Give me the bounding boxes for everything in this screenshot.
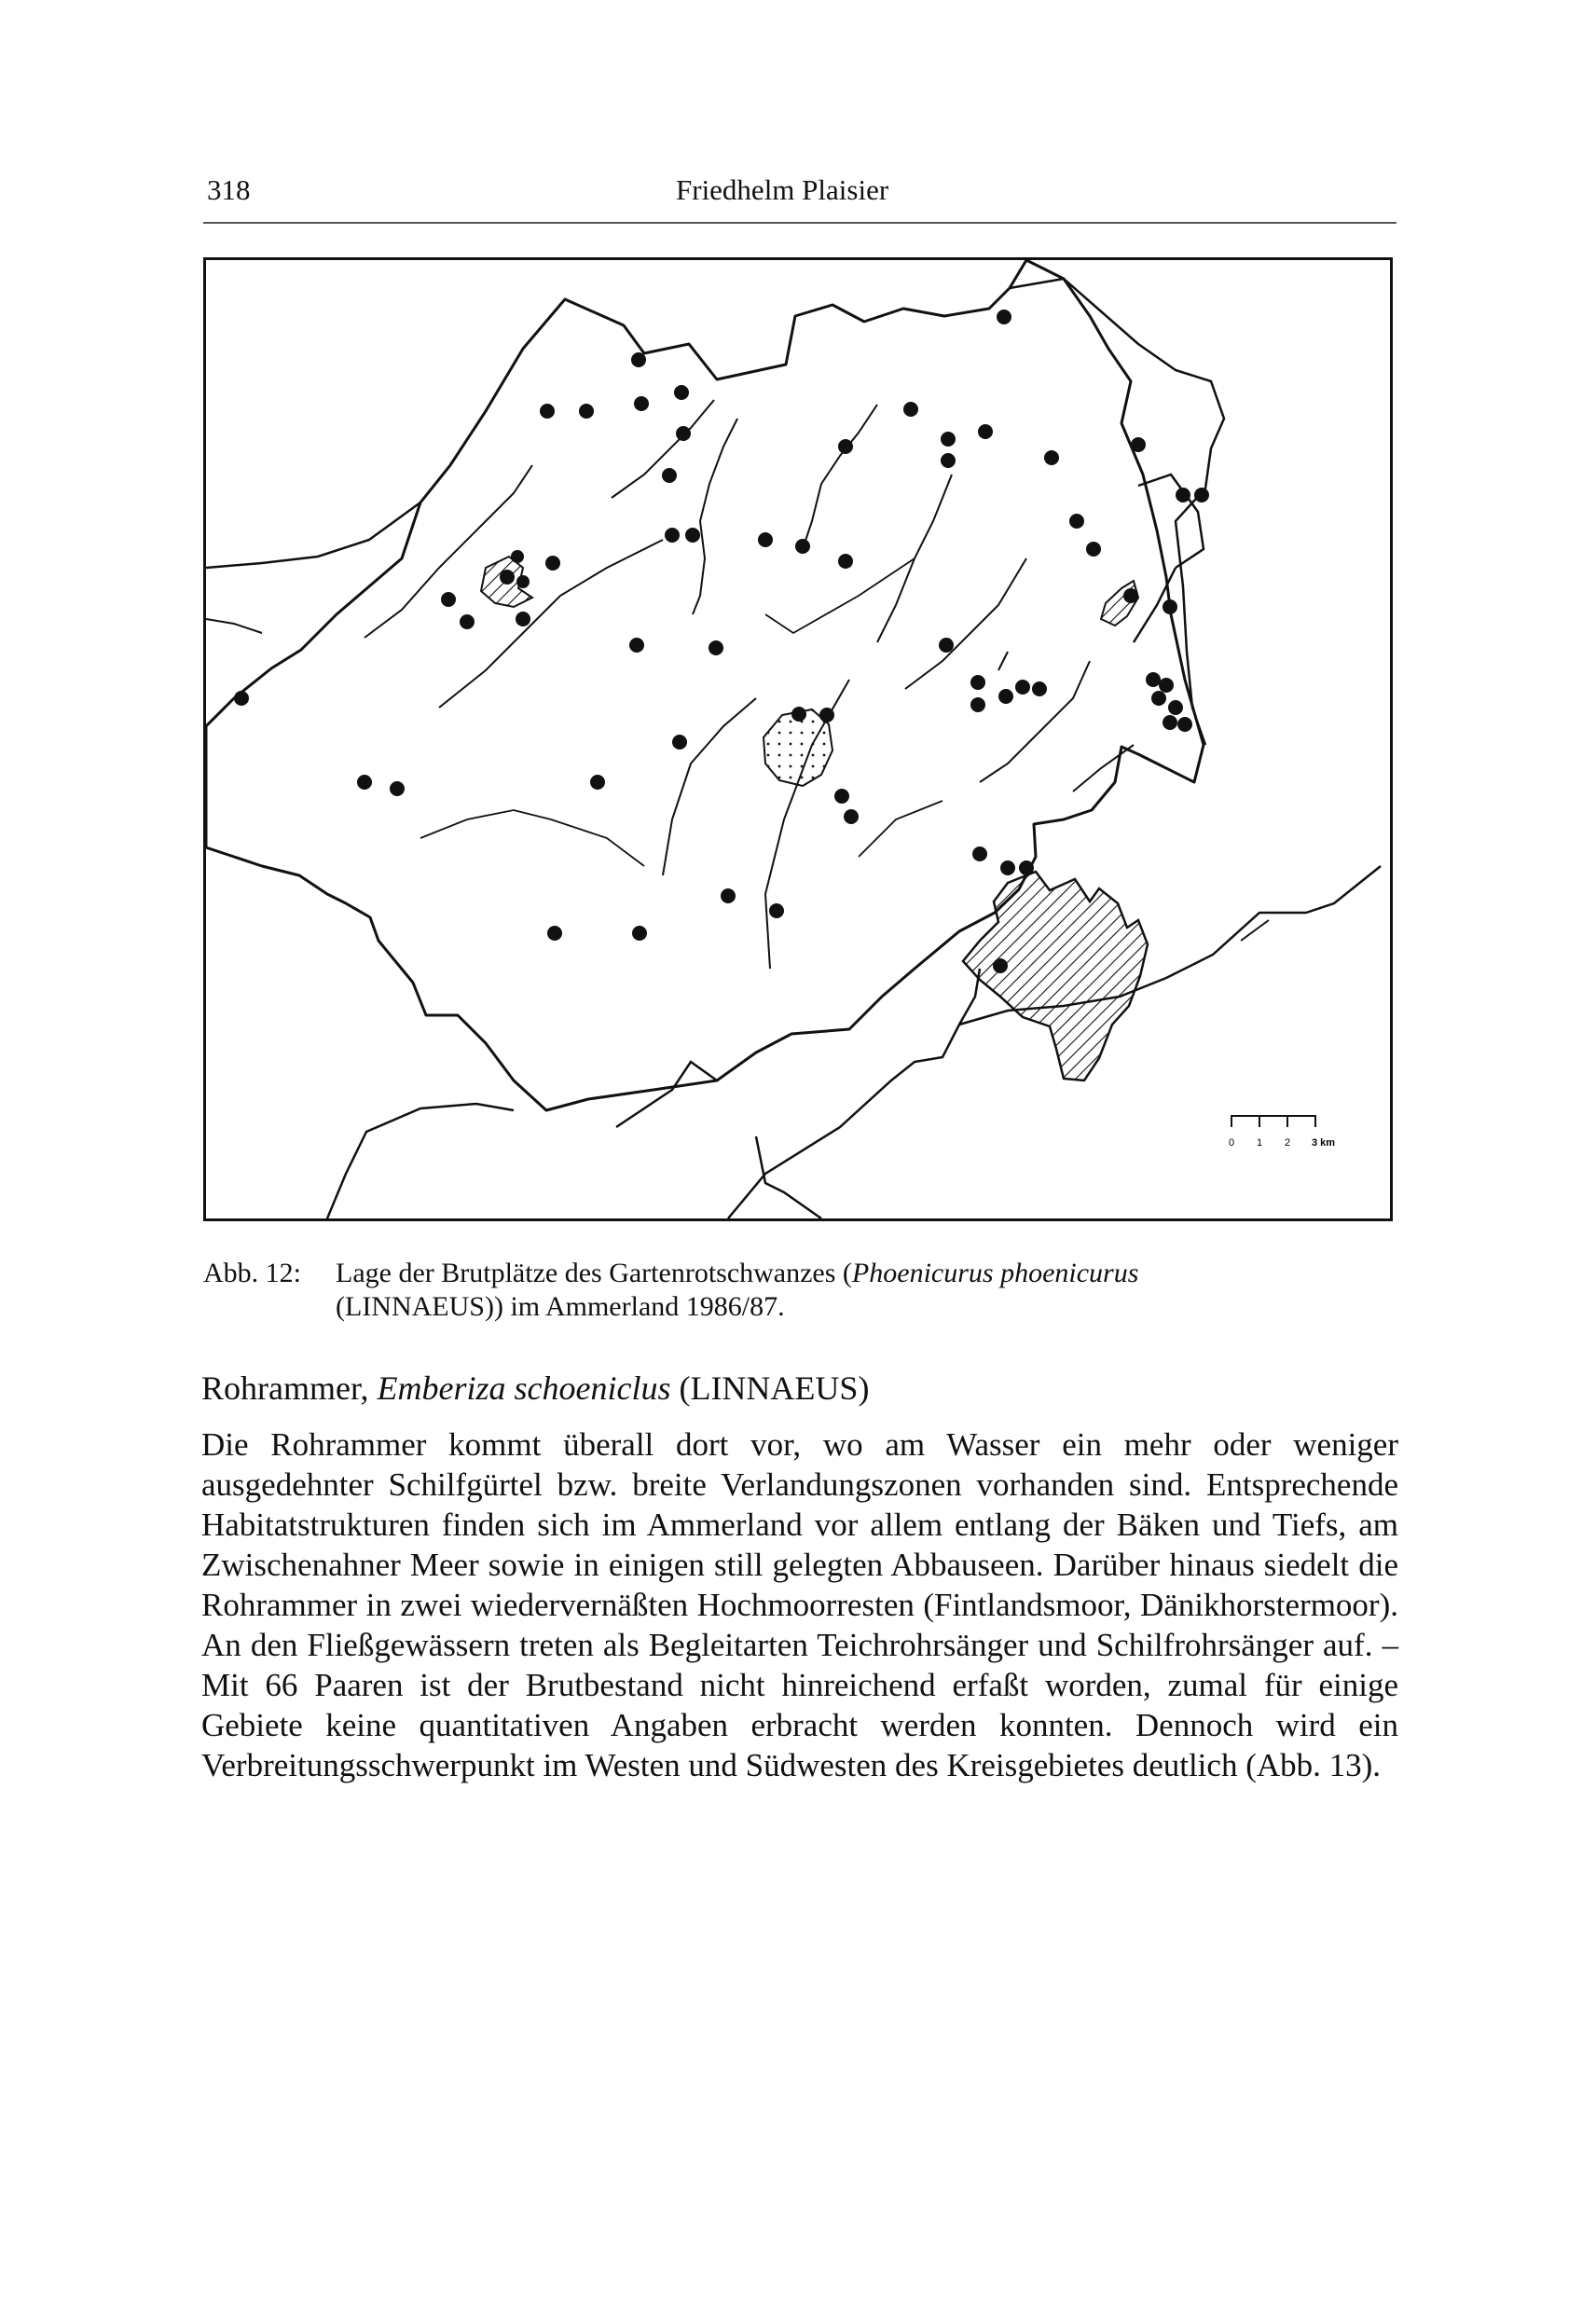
breeding-site-dots: [234, 310, 1209, 973]
body-paragraph: Die Rohrammer kommt überall dort vor, wo am Wasser ein mehr oder weniger ausgedehnter Schilfgürtel bzw. breite Verlandungszonen vorhanden sind. Entsprechende Habitatstrukturen finden sich im Ammerland vor allem entlang der Bäken und Tiefs, am Zwischenahner Meer sowie in einigen still gelegten Abbauseen. Darüber hinaus siedelt die Rohrammer in zwei wiedervernäßten Hochmoorresten (Fintlandsmoor, Dänikhorstermoor). An den Fließgewässern treten als Begleitarten Teichrohrsänger und Schilfrohrsänger auf. – Mit 66 Paaren ist der Brutbestand nicht hinreichend erfaßt worden, zumal für einige Gebiete keine quantitativen Angaben erbracht werden konnten. Dennoch wird ein Verbreitungsschwerpunkt im Westen und Südwesten des Kreisgebietes deutlich (Abb. 13).: [201, 1426, 1398, 1783]
caption-text-2: (LINNAEUS)) im Ammerland 1986/87.: [336, 1291, 785, 1322]
scale-tick-3: 3 km: [1312, 1137, 1336, 1149]
running-head: Friedhelm Plaisier: [676, 173, 889, 206]
caption-species: Phoenicurus phoenicurus: [851, 1258, 1139, 1288]
distribution-map: [203, 257, 1393, 1221]
scale-tick-0: 0: [1229, 1137, 1235, 1149]
page-number: 318: [207, 173, 251, 206]
settlement-east: [1101, 581, 1138, 626]
scale-tick-1: 1: [1257, 1137, 1263, 1149]
caption-text-1: Lage der Brutplätze des Gartenrotschwanzes (: [336, 1258, 852, 1288]
caption-label: Abb. 12:: [203, 1258, 301, 1288]
scale-tick-2: 2: [1285, 1137, 1291, 1149]
settlement-oldenburg: [963, 872, 1148, 1080]
map-svg: [206, 260, 1390, 1218]
species-author: (LINNAEUS): [679, 1369, 870, 1407]
species-latin-name: Emberiza schoeniclus: [377, 1369, 671, 1407]
section-heading: [201, 1369, 869, 1408]
header-rule: [203, 222, 1396, 224]
northeast-district: [1010, 279, 1224, 745]
scale-bar: [1229, 1116, 1335, 1149]
species-common-name: Rohrammer,: [201, 1369, 369, 1407]
figure-caption: [203, 1257, 1396, 1324]
